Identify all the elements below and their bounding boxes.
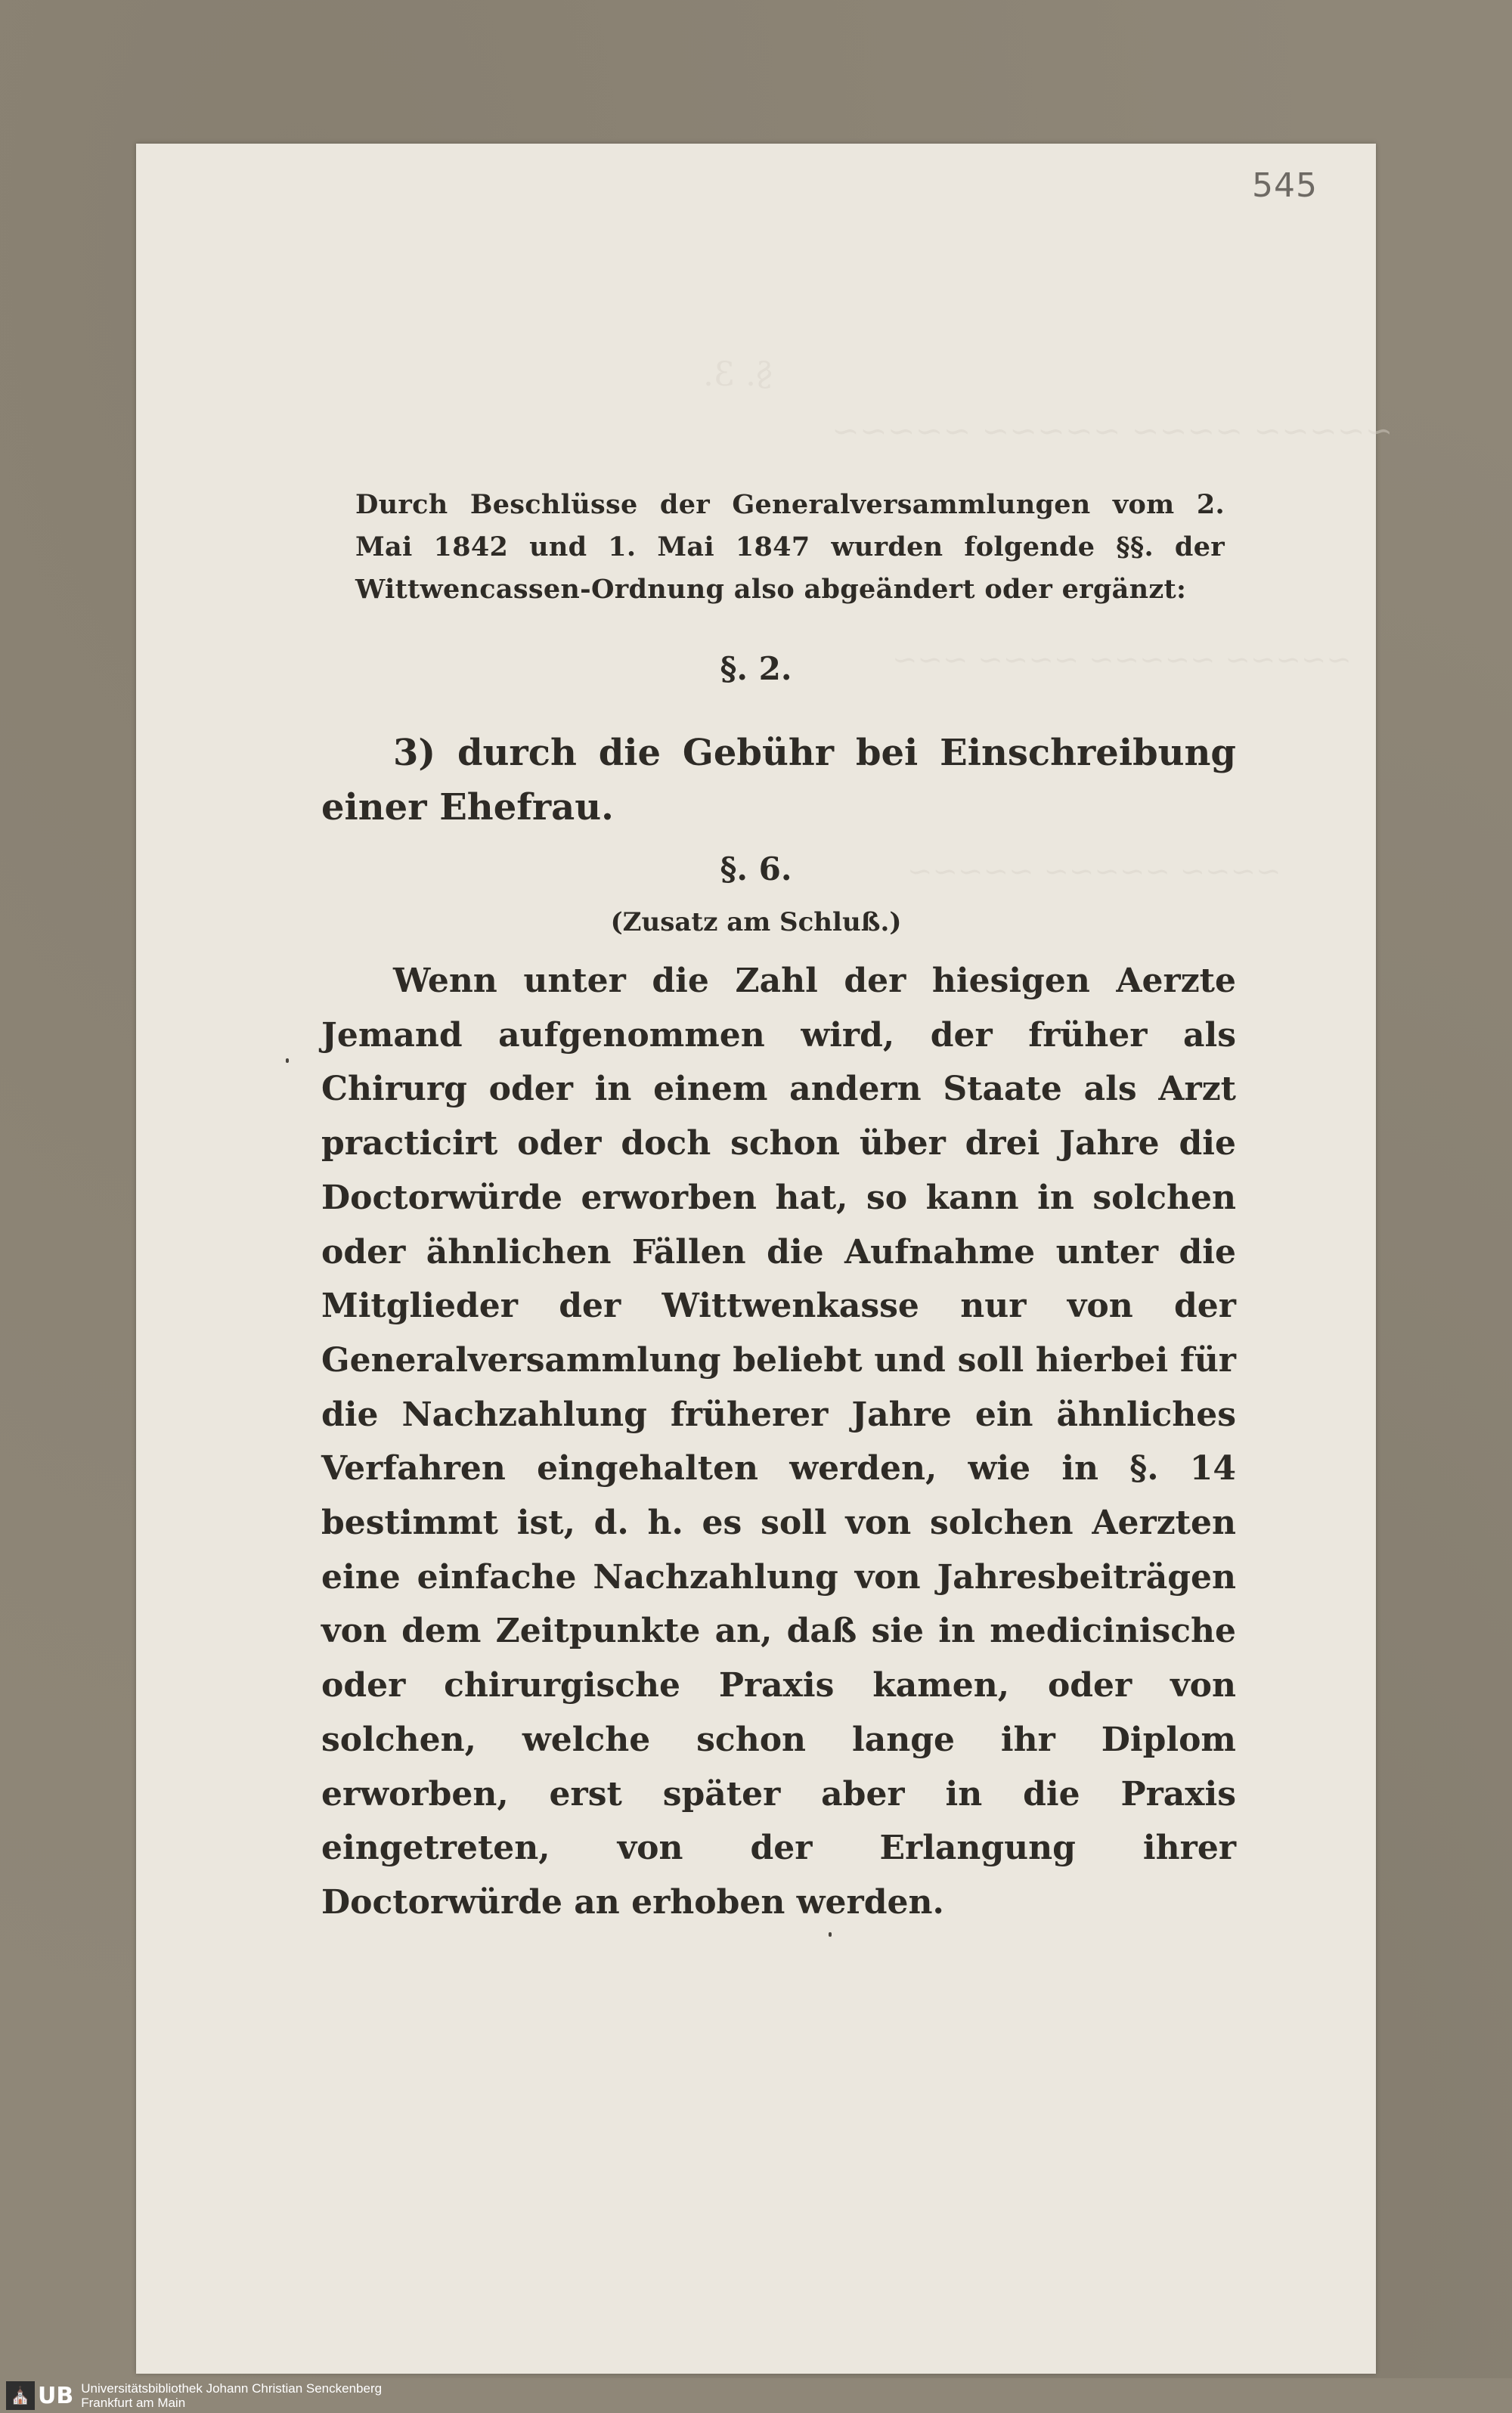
library-location: Frankfurt am Main bbox=[81, 2396, 186, 2410]
section-6-heading: §. 6. bbox=[720, 850, 792, 887]
library-logo bbox=[6, 2381, 382, 2410]
intro-paragraph: Durch Beschlüsse der Generalversammlungen vom 2. Mai 1842 und 1. Mai 1847 wurden folgende §§. der Wittwencassen-Ordnung also abgeändert oder ergänzt: bbox=[355, 489, 1225, 605]
paper-speck bbox=[286, 1058, 289, 1063]
library-name: Universitätsbibliothek Johann Christian Senckenberg bbox=[81, 2381, 383, 2396]
library-logo-text: UB bbox=[38, 2382, 74, 2409]
bleed-through-text: ~~~~~ ~~~~ ~~~~~ ~~~~~ bbox=[832, 412, 1393, 451]
section-2-heading: §. 2. bbox=[720, 650, 792, 687]
bleed-through-text: §. 3. bbox=[703, 355, 773, 394]
section-2-item: 3) durch die Gebühr bei Einschreibung einer Ehefrau. bbox=[321, 732, 1236, 829]
library-seal-icon: ⛪ bbox=[6, 2381, 35, 2410]
page-number: 545 bbox=[1252, 166, 1318, 205]
library-credit bbox=[81, 2381, 382, 2410]
section-6-note: (Zusatz am Schluß.) bbox=[610, 907, 902, 937]
bleed-through-text: ~~~~ ~~~~~ ~~~~~ bbox=[907, 854, 1281, 889]
section-6-paragraph: Wenn unter die Zahl der hiesigen Aerzte Jemand aufgenommen wird, der früher als Chirurg oder in einem andern Staate als Arzt practicirt oder doch schon über drei Jahre die Doctorwürde erworben hat, so kann in solchen oder ähnlichen Fällen die Aufnahme unter die Mitglieder der Wittwenkasse nur von der Generalversammlung beliebt und soll hierbei für die Nachzahlung früherer Jahre ein ähnliches Verfahren eingehalten werden, wie in §. 14 bestimmt ist, d. h. es soll von solchen Aerzten eine einfache Nachzahlung von Jahresbeiträgen von dem Zeitpunkte an, daß sie in medicinische oder chirurgische Praxis kamen, oder von solchen, welche schon lange ihr Diplom erworben, erst später aber in die Praxis eingetreten, von der Erlangung ihrer Doctorwürde an erhoben werden. bbox=[321, 962, 1236, 1922]
paper-speck bbox=[829, 1932, 832, 1937]
bleed-through-text: ~~~~~ ~~~~~ ~~~~ ~~~ bbox=[892, 643, 1352, 677]
